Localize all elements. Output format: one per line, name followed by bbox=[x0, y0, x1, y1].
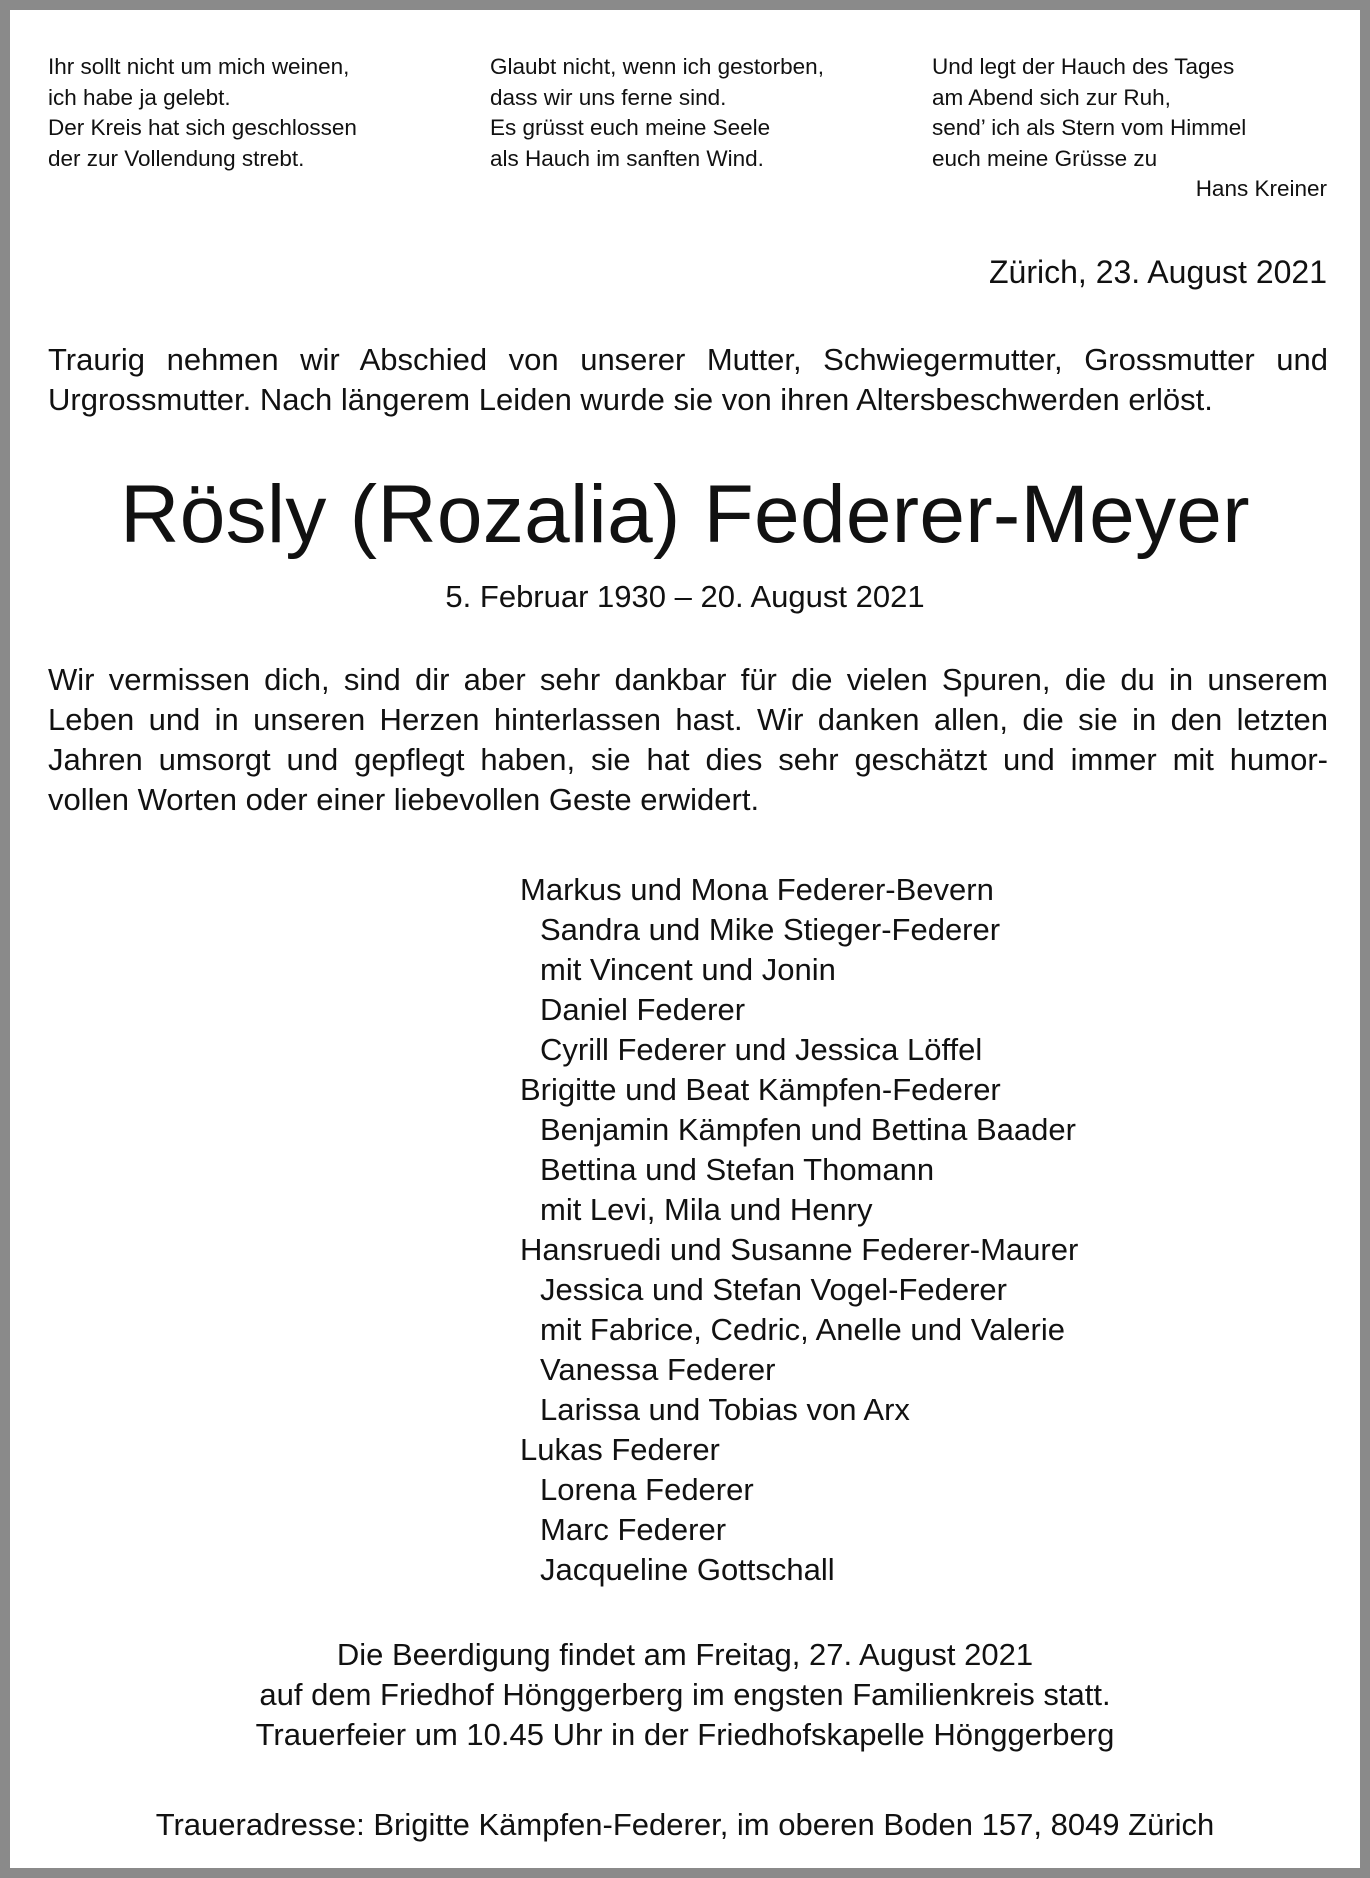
poem-line: am Abend sich zur Ruh, bbox=[932, 84, 1171, 110]
mourner-entry: mit Vincent und Jonin bbox=[540, 952, 836, 987]
funeral-line: Trauerfeier um 10.45 Uhr in der Friedhofskapelle Hönggerberg bbox=[255, 1717, 1115, 1752]
deceased-name: Rösly (Rozalia) Federer-Meyer bbox=[120, 469, 1250, 560]
message-line: Wir vermissen dich, sind dir aber sehr dankbar für die vielen Spuren, die du in unserem bbox=[48, 662, 1328, 697]
mourner-entry: mit Fabrice, Cedric, Anelle und Valerie bbox=[540, 1312, 1065, 1347]
mourner-entry: mit Levi, Mila und Henry bbox=[540, 1192, 873, 1227]
mourner-entry: Hansruedi und Susanne Federer-Maurer bbox=[520, 1232, 1079, 1267]
place-date: Zürich, 23. August 2021 bbox=[989, 254, 1327, 290]
mourner-entry: Marc Federer bbox=[540, 1512, 727, 1547]
mourner-entry: Larissa und Tobias von Arx bbox=[540, 1392, 910, 1427]
mourner-entry: Bettina und Stefan Thomann bbox=[540, 1152, 935, 1187]
poem-column-1 bbox=[48, 52, 458, 174]
mourner-entry: Jessica und Stefan Vogel-Federer bbox=[540, 1272, 1007, 1307]
funeral-notice bbox=[10, 1635, 1360, 1755]
mourner-entry: Lukas Federer bbox=[520, 1432, 720, 1467]
intro-paragraph bbox=[48, 340, 1328, 420]
poem-line: Der Kreis hat sich geschlossen bbox=[48, 115, 357, 140]
obituary-page bbox=[10, 10, 1360, 1868]
poem-line: als Hauch im sanften Wind. bbox=[490, 145, 764, 171]
mourner-entry: Jacqueline Gottschall bbox=[540, 1552, 835, 1587]
poem-line: Es grüsst euch meine Seele bbox=[490, 115, 771, 140]
mourner-entry: Vanessa Federer bbox=[540, 1352, 776, 1387]
intro-line: Traurig nehmen wir Abschied von unserer Mutter, Schwiegermutter, Grossmutter und bbox=[48, 342, 1328, 377]
mourning-address: Traueradresse: Brigitte Kämpfen-Federer, im oberen Boden 157, 8049 Zürich bbox=[155, 1807, 1215, 1842]
poem-line: euch meine Grüsse zu bbox=[932, 145, 1158, 171]
funeral-line: Die Beerdigung findet am Freitag, 27. August 2021 bbox=[336, 1637, 1034, 1672]
mourner-entry: Sandra und Mike Stieger-Federer bbox=[540, 912, 1001, 947]
poem-line: dass wir uns ferne sind. bbox=[490, 84, 727, 110]
mourner-entry: Brigitte und Beat Kämpfen-Federer bbox=[520, 1072, 1001, 1107]
message-line: Leben und in unseren Herzen hinterlassen hast. Wir danken allen, die sie in den letzten bbox=[48, 702, 1328, 737]
poem-line: send’ ich als Stern vom Himmel bbox=[932, 115, 1247, 140]
poem-line: Ihr sollt nicht um mich weinen, bbox=[48, 54, 350, 79]
mourner-entry: Lorena Federer bbox=[540, 1472, 754, 1507]
intro-line: Urgrossmutter. Nach längerem Leiden wurde sie von ihren Altersbeschwerden erlöst. bbox=[48, 382, 1213, 417]
poem-author: Hans Kreiner bbox=[1195, 176, 1327, 201]
message-line: Jahren umsorgt und gepflegt haben, sie hat dies sehr geschätzt und immer mit humor- bbox=[48, 742, 1328, 777]
poem-line: ich habe ja gelebt. bbox=[48, 84, 231, 110]
mourners-list bbox=[520, 870, 1078, 1590]
funeral-line: auf dem Friedhof Hönggerberg im engsten Familienkreis statt. bbox=[259, 1677, 1111, 1712]
mourner-entry: Cyrill Federer und Jessica Löffel bbox=[540, 1032, 983, 1067]
mourner-entry: Daniel Federer bbox=[540, 992, 746, 1027]
poem-column-2 bbox=[490, 52, 900, 174]
message-paragraph bbox=[48, 660, 1328, 820]
poem-line: Glaubt nicht, wenn ich gestorben, bbox=[490, 54, 824, 79]
poem-column-3 bbox=[932, 52, 1342, 174]
mourner-entry: Markus und Mona Federer-Bevern bbox=[520, 872, 994, 907]
mourner-entry: Benjamin Kämpfen und Bettina Baader bbox=[540, 1112, 1076, 1147]
message-line: vollen Worten oder einer liebevollen Geste erwidert. bbox=[48, 782, 760, 817]
life-dates: 5. Februar 1930 – 20. August 2021 bbox=[445, 579, 925, 614]
poem-line: Und legt der Hauch des Tages bbox=[932, 54, 1235, 79]
poem-line: der zur Vollendung strebt. bbox=[48, 145, 305, 171]
